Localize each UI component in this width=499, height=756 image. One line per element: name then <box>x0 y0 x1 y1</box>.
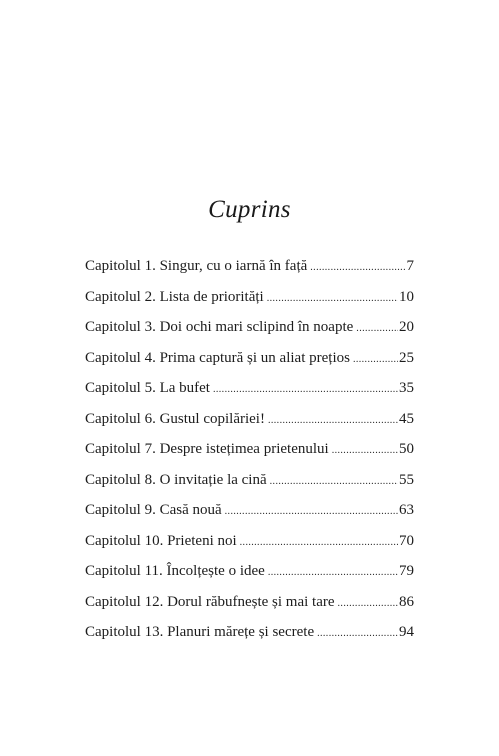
toc-entry <box>85 624 414 655</box>
toc-entry-page: 86 <box>399 593 414 610</box>
toc-entry-label: Capitolul 8. O invitație la cină <box>85 471 267 488</box>
toc-entry-label: Capitolul 3. Doi ochi mari sclipind în noapte <box>85 319 354 335</box>
dot-leader <box>317 628 398 639</box>
dot-leader <box>213 384 398 395</box>
toc-entry-page: 94 <box>399 624 414 640</box>
dot-leader <box>225 506 398 517</box>
toc-entry-page: 35 <box>399 380 414 396</box>
toc-entry <box>85 319 414 350</box>
dot-leader <box>240 537 398 548</box>
toc-entry-page: 79 <box>399 563 414 579</box>
toc-entry <box>85 563 414 594</box>
toc-entry-label: Capitolul 2. Lista de priorități <box>85 288 264 305</box>
toc-entry-label: Capitolul 1. Singur, cu o iarnă în față <box>85 258 308 274</box>
toc-entry-page: 10 <box>399 288 414 305</box>
toc-entry-page: 25 <box>399 349 414 366</box>
toc-entry-page: 63 <box>399 502 414 518</box>
toc-entry-label: Capitolul 7. Despre istețimea prietenului <box>85 441 329 457</box>
dot-leader <box>353 354 398 365</box>
toc-list <box>85 258 414 655</box>
toc-entry <box>85 350 414 381</box>
toc-entry-label: Capitolul 4. Prima captură și un aliat prețios <box>85 349 350 366</box>
dot-leader <box>270 476 398 487</box>
dot-leader <box>332 445 398 456</box>
toc-entry-page: 20 <box>399 319 414 335</box>
toc-entry <box>85 289 414 320</box>
toc-entry <box>85 472 414 503</box>
toc-title: Cuprins <box>208 196 291 223</box>
dot-leader <box>356 323 398 334</box>
dot-leader <box>268 415 398 426</box>
toc-entry <box>85 258 414 289</box>
dot-leader <box>268 567 398 578</box>
toc-entry-label: Capitolul 11. Încolțește o idee <box>85 563 265 579</box>
toc-entry-label: Capitolul 10. Prieteni noi <box>85 532 237 549</box>
dot-leader <box>310 262 405 273</box>
toc-entry-page: 45 <box>399 410 414 427</box>
toc-entry-label: Capitolul 12. Dorul răbufnește și mai tare <box>85 593 335 610</box>
dot-leader <box>338 598 398 609</box>
dot-leader <box>267 293 398 304</box>
toc-entry-label: Capitolul 9. Casă nouă <box>85 502 222 518</box>
toc-entry-label: Capitolul 5. La bufet <box>85 380 210 396</box>
toc-entry-page: 70 <box>399 532 414 549</box>
toc-entry-page: 55 <box>399 471 414 488</box>
toc-entry-page: 7 <box>406 258 414 274</box>
toc-entry <box>85 533 414 564</box>
toc-entry <box>85 441 414 472</box>
toc-entry <box>85 411 414 442</box>
toc-entry-label: Capitolul 13. Planuri mărețe și secrete <box>85 624 315 640</box>
toc-entry <box>85 380 414 411</box>
toc-entry <box>85 594 414 625</box>
toc-entry-label: Capitolul 6. Gustul copilăriei! <box>85 410 265 427</box>
toc-entry <box>85 502 414 533</box>
toc-entry-page: 50 <box>399 441 414 457</box>
